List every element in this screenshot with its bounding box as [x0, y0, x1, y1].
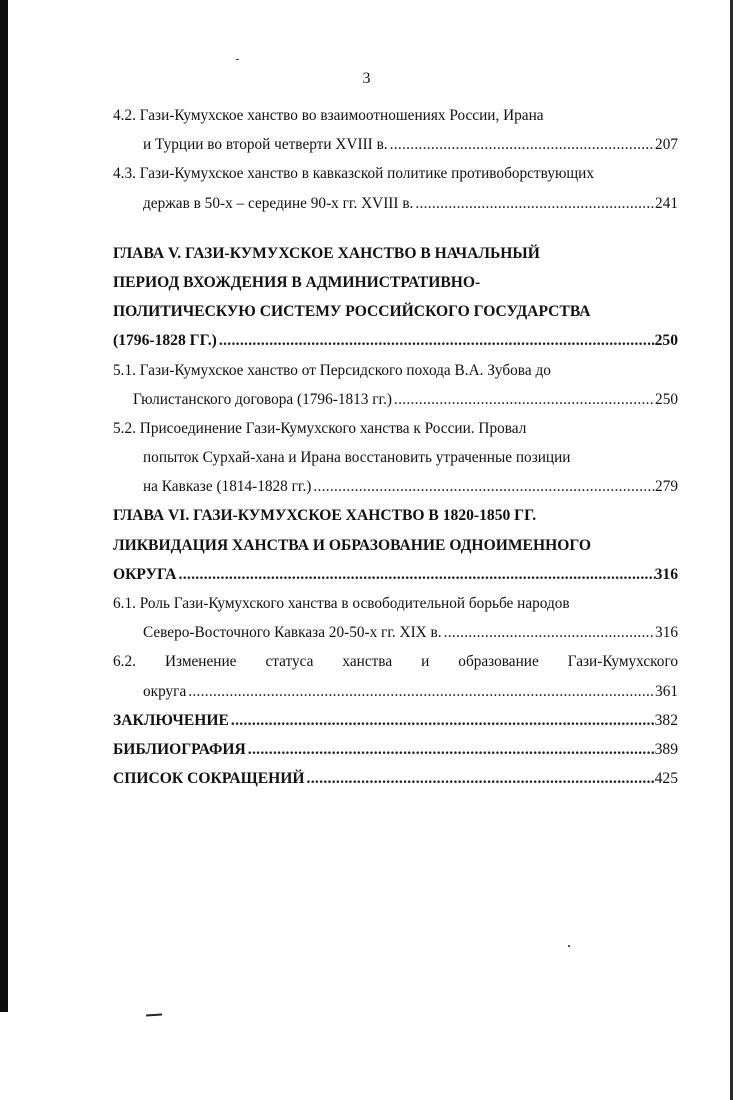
toc-page-number: 316 — [655, 624, 678, 642]
toc-page-number: 250 — [655, 390, 678, 408]
dot-leader — [305, 764, 655, 793]
toc-entry-last-line — [113, 677, 678, 706]
scan-mark — [146, 1013, 162, 1016]
toc-entry-bibliography — [113, 735, 678, 764]
toc-entry-6-2 — [113, 647, 678, 705]
dot-leader — [392, 385, 655, 414]
toc-entry-last-line — [113, 326, 678, 355]
chapter-heading: ПОЛИТИЧЕСКУЮ СИСТЕМУ РОССИЙСКОГО ГОСУДАРСТВА — [113, 303, 591, 321]
toc-entry-last-line — [113, 189, 678, 218]
toc-entry-6-1 — [113, 589, 678, 647]
scan-edge-left — [0, 0, 8, 1012]
chapter-heading: ГЛАВА VI. ГАЗИ-КУМУХСКОЕ ХАНСТВО В 1820-1850 ГГ. — [113, 507, 537, 525]
toc-page-number: 241 — [655, 194, 678, 212]
chapter-heading: СПИСОК СОКРАЩЕНИЙ — [113, 770, 305, 788]
dot-leader — [177, 560, 655, 589]
toc-page-number: 382 — [654, 711, 678, 729]
dot-leader — [229, 706, 655, 735]
toc-page-number: 389 — [654, 740, 678, 758]
toc-entry-title: 5.2. Присоединение Гази-Кумухского ханства к России. Провал — [113, 419, 527, 437]
scan-speck — [568, 945, 570, 947]
table-of-contents — [113, 101, 678, 793]
chapter-heading: ЛИКВИДАЦИЯ ХАНСТВА И ОБРАЗОВАНИЕ ОДНОИМЕННОГО — [113, 536, 591, 554]
toc-entry-title: округа — [143, 682, 187, 700]
toc-entry-5-2 — [113, 414, 678, 502]
toc-entry-4-2 — [113, 101, 678, 159]
toc-chapter-5 — [113, 239, 678, 356]
toc-entry-abbreviations — [113, 764, 678, 793]
dot-leader — [311, 472, 655, 501]
toc-entry-last-line — [113, 560, 678, 589]
dot-leader — [186, 677, 655, 706]
toc-entry-title: 5.1. Гази-Кумухское ханство от Персидского похода В.А. Зубова до — [113, 361, 551, 379]
toc-entry-last-line — [113, 130, 678, 159]
chapter-heading: ПЕРИОД ВХОЖДЕНИЯ В АДМИНИСТРАТИВНО- — [113, 273, 481, 291]
toc-entry-title: и Турции во второй четверти XVIII в. — [143, 136, 388, 154]
toc-entry-last-line — [113, 618, 678, 647]
page-number: 3 — [362, 70, 371, 87]
chapter-heading: (1796-1828 ГГ.) — [113, 332, 217, 350]
toc-entry-title: 4.2. Гази-Кумухское ханство во взаимоотношениях России, Ирана — [113, 107, 544, 124]
dot-leader — [217, 326, 655, 355]
scan-speck — [236, 59, 239, 60]
dot-leader — [442, 618, 655, 647]
toc-entry-4-3 — [113, 159, 678, 217]
dot-leader — [388, 130, 655, 159]
toc-entry-5-1 — [113, 356, 678, 414]
toc-entry-title: попыток Сурхай-хана и Ирана восстановить утраченные позиции — [143, 449, 571, 467]
toc-page-number: 250 — [654, 332, 678, 350]
toc-entry-last-line — [113, 385, 678, 414]
toc-entry-title: 6.2. Изменение статуса ханства и образование Гази-Кумухского — [113, 653, 678, 671]
toc-entry-title: 4.3. Гази-Кумухское ханство в кавказской политике противоборствующих — [113, 165, 595, 183]
toc-page-number: 425 — [654, 770, 678, 788]
toc-page-number: 316 — [654, 565, 678, 583]
toc-entry-title: держав в 50-х – середине 90-х гг. XVIII в. — [143, 194, 414, 212]
toc-entry-last-line — [113, 472, 678, 501]
toc-entry-title: Северо-Восточного Кавказа 20-50-х гг. XIX в. — [143, 624, 442, 642]
toc-page-number: 207 — [655, 136, 678, 154]
toc-entry-title: 6.1. Роль Гази-Кумухского ханства в освободительной борьбе народов — [113, 595, 570, 612]
chapter-heading: ЗАКЛЮЧЕНИЕ — [113, 711, 229, 729]
chapter-heading: БИБЛИОГРАФИЯ — [113, 740, 246, 758]
chapter-heading: ОКРУГА — [113, 565, 177, 583]
toc-page-number: 279 — [655, 478, 678, 496]
toc-entry-conclusion — [113, 706, 678, 735]
chapter-heading: ГЛАВА V. ГАЗИ-КУМУХСКОЕ ХАНСТВО В НАЧАЛЬНЫЙ — [113, 244, 540, 262]
toc-entry-title: на Кавказе (1814-1828 гг.) — [143, 478, 312, 496]
toc-chapter-6 — [113, 501, 678, 589]
toc-page-number: 361 — [655, 682, 678, 700]
dot-leader — [246, 735, 655, 764]
dot-leader — [413, 189, 655, 218]
toc-entry-title: Гюлистанского договора (1796-1813 гг.) — [133, 390, 392, 408]
